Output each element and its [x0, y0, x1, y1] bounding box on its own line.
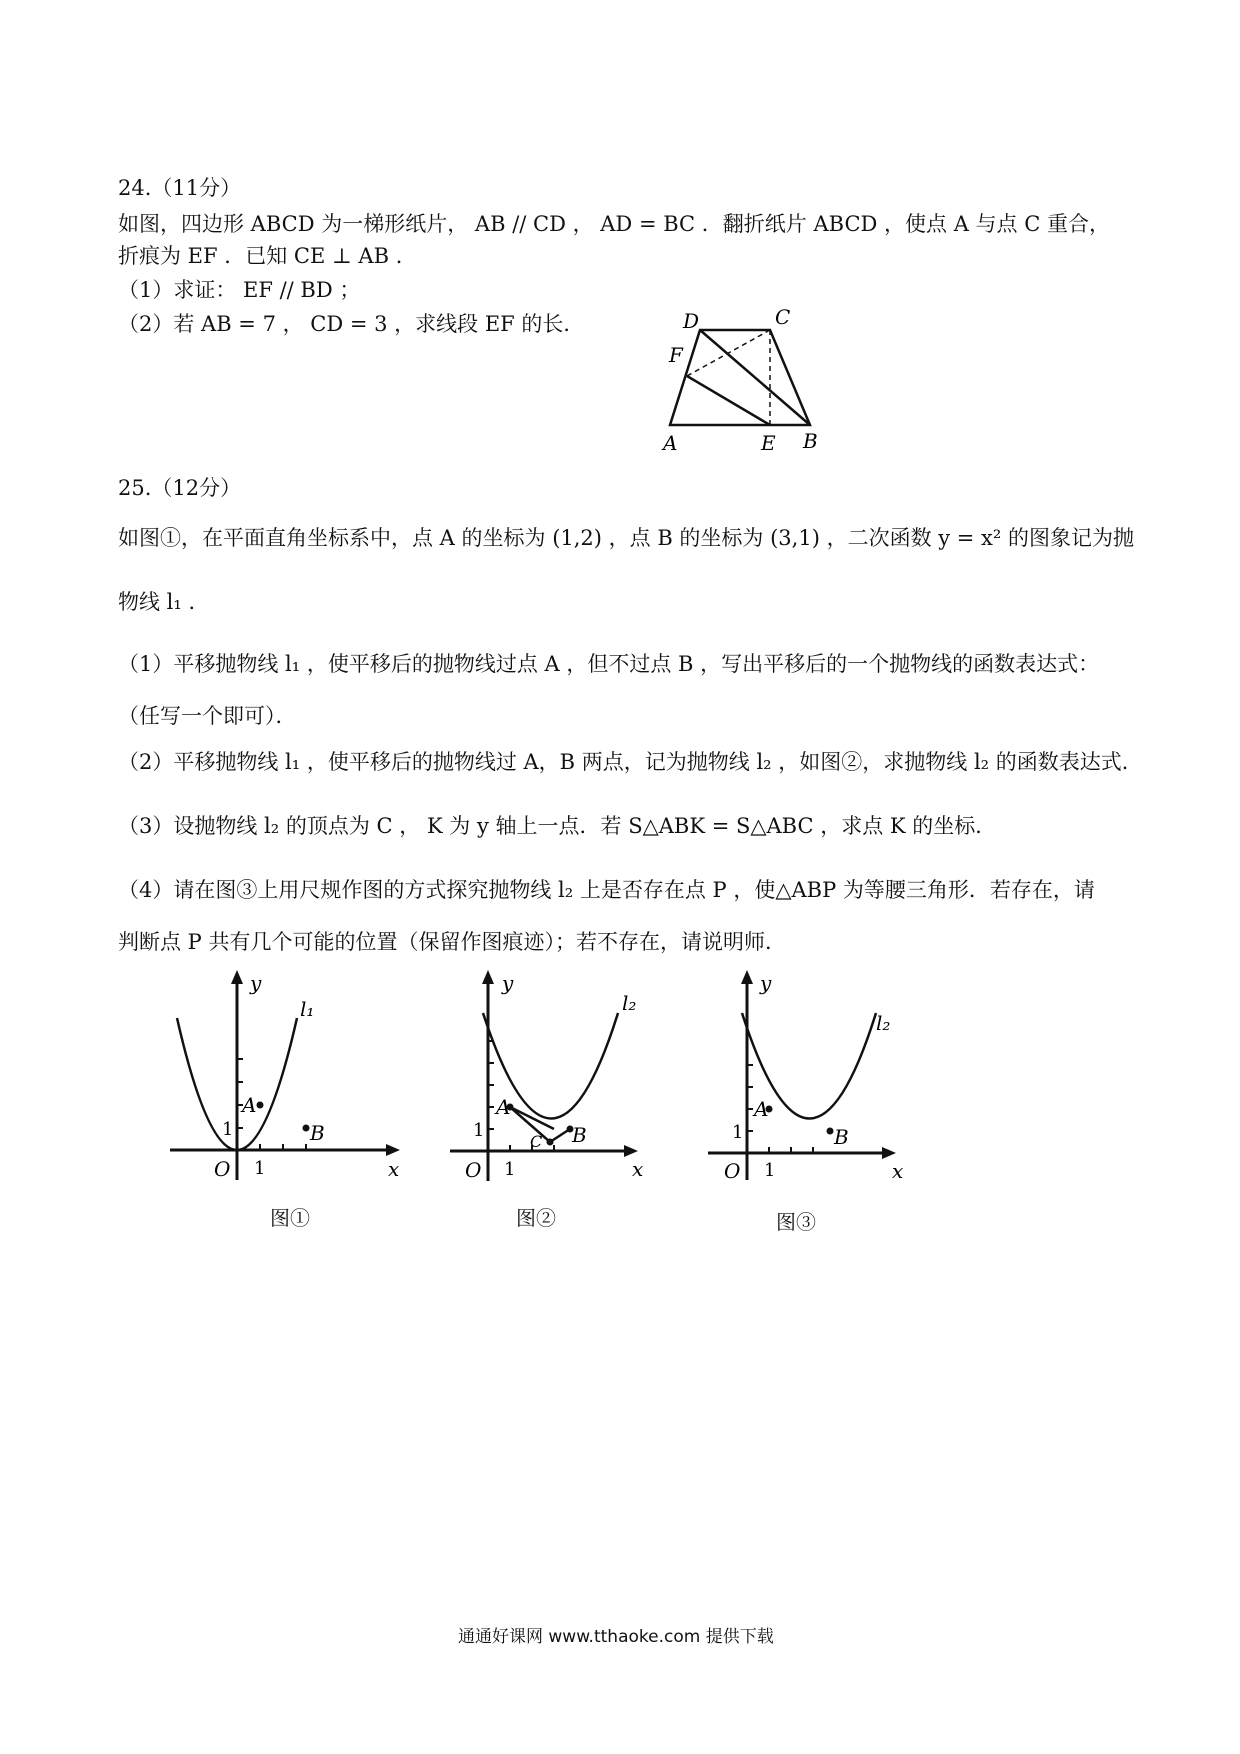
- label-F: F: [669, 343, 683, 367]
- fig3-x-label: x: [892, 1159, 904, 1183]
- fig3-y-label: y: [760, 971, 772, 995]
- q24-line2: 折痕为 EF ．已知 CE ⊥ AB ．: [118, 244, 417, 268]
- fig2-x-label: x: [632, 1157, 644, 1181]
- figure-2-graph: [440, 966, 700, 1196]
- q24-heading: 24.（11分）: [118, 176, 242, 200]
- q25-part1a: （1）平移抛物线 l₁ ，使平移后的抛物线过点 A ，但不过点 B ，写出平移后的一个抛物线的函数表达式：: [118, 652, 1100, 676]
- fig1-y-label: y: [250, 971, 262, 995]
- q24-part1: （1）求证： EF // BD ；: [118, 278, 361, 302]
- fig1-x-label: x: [388, 1157, 400, 1181]
- fig3-point-B: B: [834, 1125, 849, 1149]
- q25-part4a: （4）请在图③上用尺规作图的方式探究抛物线 l₂ 上是否存在点 P ，使△ABP 为等腰三角形．若存在，请: [118, 878, 1095, 902]
- q25-heading: 25.（12分）: [118, 476, 242, 500]
- fig3-point-A: A: [754, 1097, 769, 1121]
- label-D: D: [683, 309, 700, 333]
- q25-intro1: 如图①，在平面直角坐标系中，点 A 的坐标为 (1,2) ，点 B 的坐标为 (3,1) ，二次函数 y = x² 的图象记为抛: [118, 526, 1134, 550]
- fig2-point-C: C: [530, 1132, 543, 1151]
- fig3-origin-label: O: [724, 1159, 741, 1183]
- fig3-one-x: 1: [764, 1160, 776, 1181]
- figure-1-caption: 图①: [270, 1206, 310, 1230]
- q25-part1b: （任写一个即可）．: [118, 704, 297, 728]
- fig2-point-A: A: [496, 1095, 511, 1119]
- q24-trapezoid-figure: [655, 300, 855, 460]
- figure-3-caption: 图③: [776, 1210, 816, 1234]
- fig3-one-y: 1: [732, 1122, 744, 1143]
- fig1-point-B: B: [310, 1121, 325, 1145]
- figure-3-graph: [700, 968, 950, 1198]
- fig2-origin-label: O: [465, 1158, 482, 1182]
- q25-part2: （2）平移抛物线 l₁ ，使平移后的抛物线过 A，B 两点，记为抛物线 l₂ ，如图②，求抛物线 l₂ 的函数表达式．: [118, 750, 1143, 774]
- fig2-y-label: y: [502, 971, 514, 995]
- fig1-curve-label: l₁: [300, 997, 315, 1021]
- label-A: A: [663, 431, 678, 455]
- q24-part2: （2）若 AB = 7 ， CD = 3 ，求线段 EF 的长．: [118, 312, 585, 336]
- fig3-curve-label: l₂: [876, 1011, 891, 1035]
- figure-1-graph: [160, 968, 420, 1198]
- fig2-one-x: 1: [504, 1159, 516, 1180]
- label-C: C: [775, 305, 791, 329]
- label-B: B: [803, 429, 818, 453]
- q25-part4b: 判断点 P 共有几个可能的位置（保留作图痕迹）；若不存在，请说明师．: [118, 930, 786, 954]
- fig1-point-A: A: [242, 1093, 257, 1117]
- fig1-one-x: 1: [254, 1158, 266, 1179]
- fig2-one-y: 1: [473, 1120, 485, 1141]
- footer-source: 通通好课网 www.tthaoke.com 提供下载: [458, 1627, 774, 1647]
- fig1-one-y: 1: [222, 1119, 234, 1140]
- q25-intro2: 物线 l₁ ．: [118, 590, 210, 614]
- fig2-point-B: B: [572, 1123, 587, 1147]
- fig2-curve-label: l₂: [622, 991, 637, 1015]
- fig1-origin-label: O: [214, 1157, 231, 1181]
- label-E: E: [761, 431, 776, 455]
- figure-2-caption: 图②: [516, 1206, 556, 1230]
- q25-part3: （3）设抛物线 l₂ 的顶点为 C ， K 为 y 轴上一点．若 S△ABK = S△ABC ，求点 K 的坐标．: [118, 814, 997, 838]
- q24-line1: 如图，四边形 ABCD 为一梯形纸片， AB // CD ， AD = BC ．翻折纸片 ABCD ，使点 A 与点 C 重合，: [118, 212, 1110, 236]
